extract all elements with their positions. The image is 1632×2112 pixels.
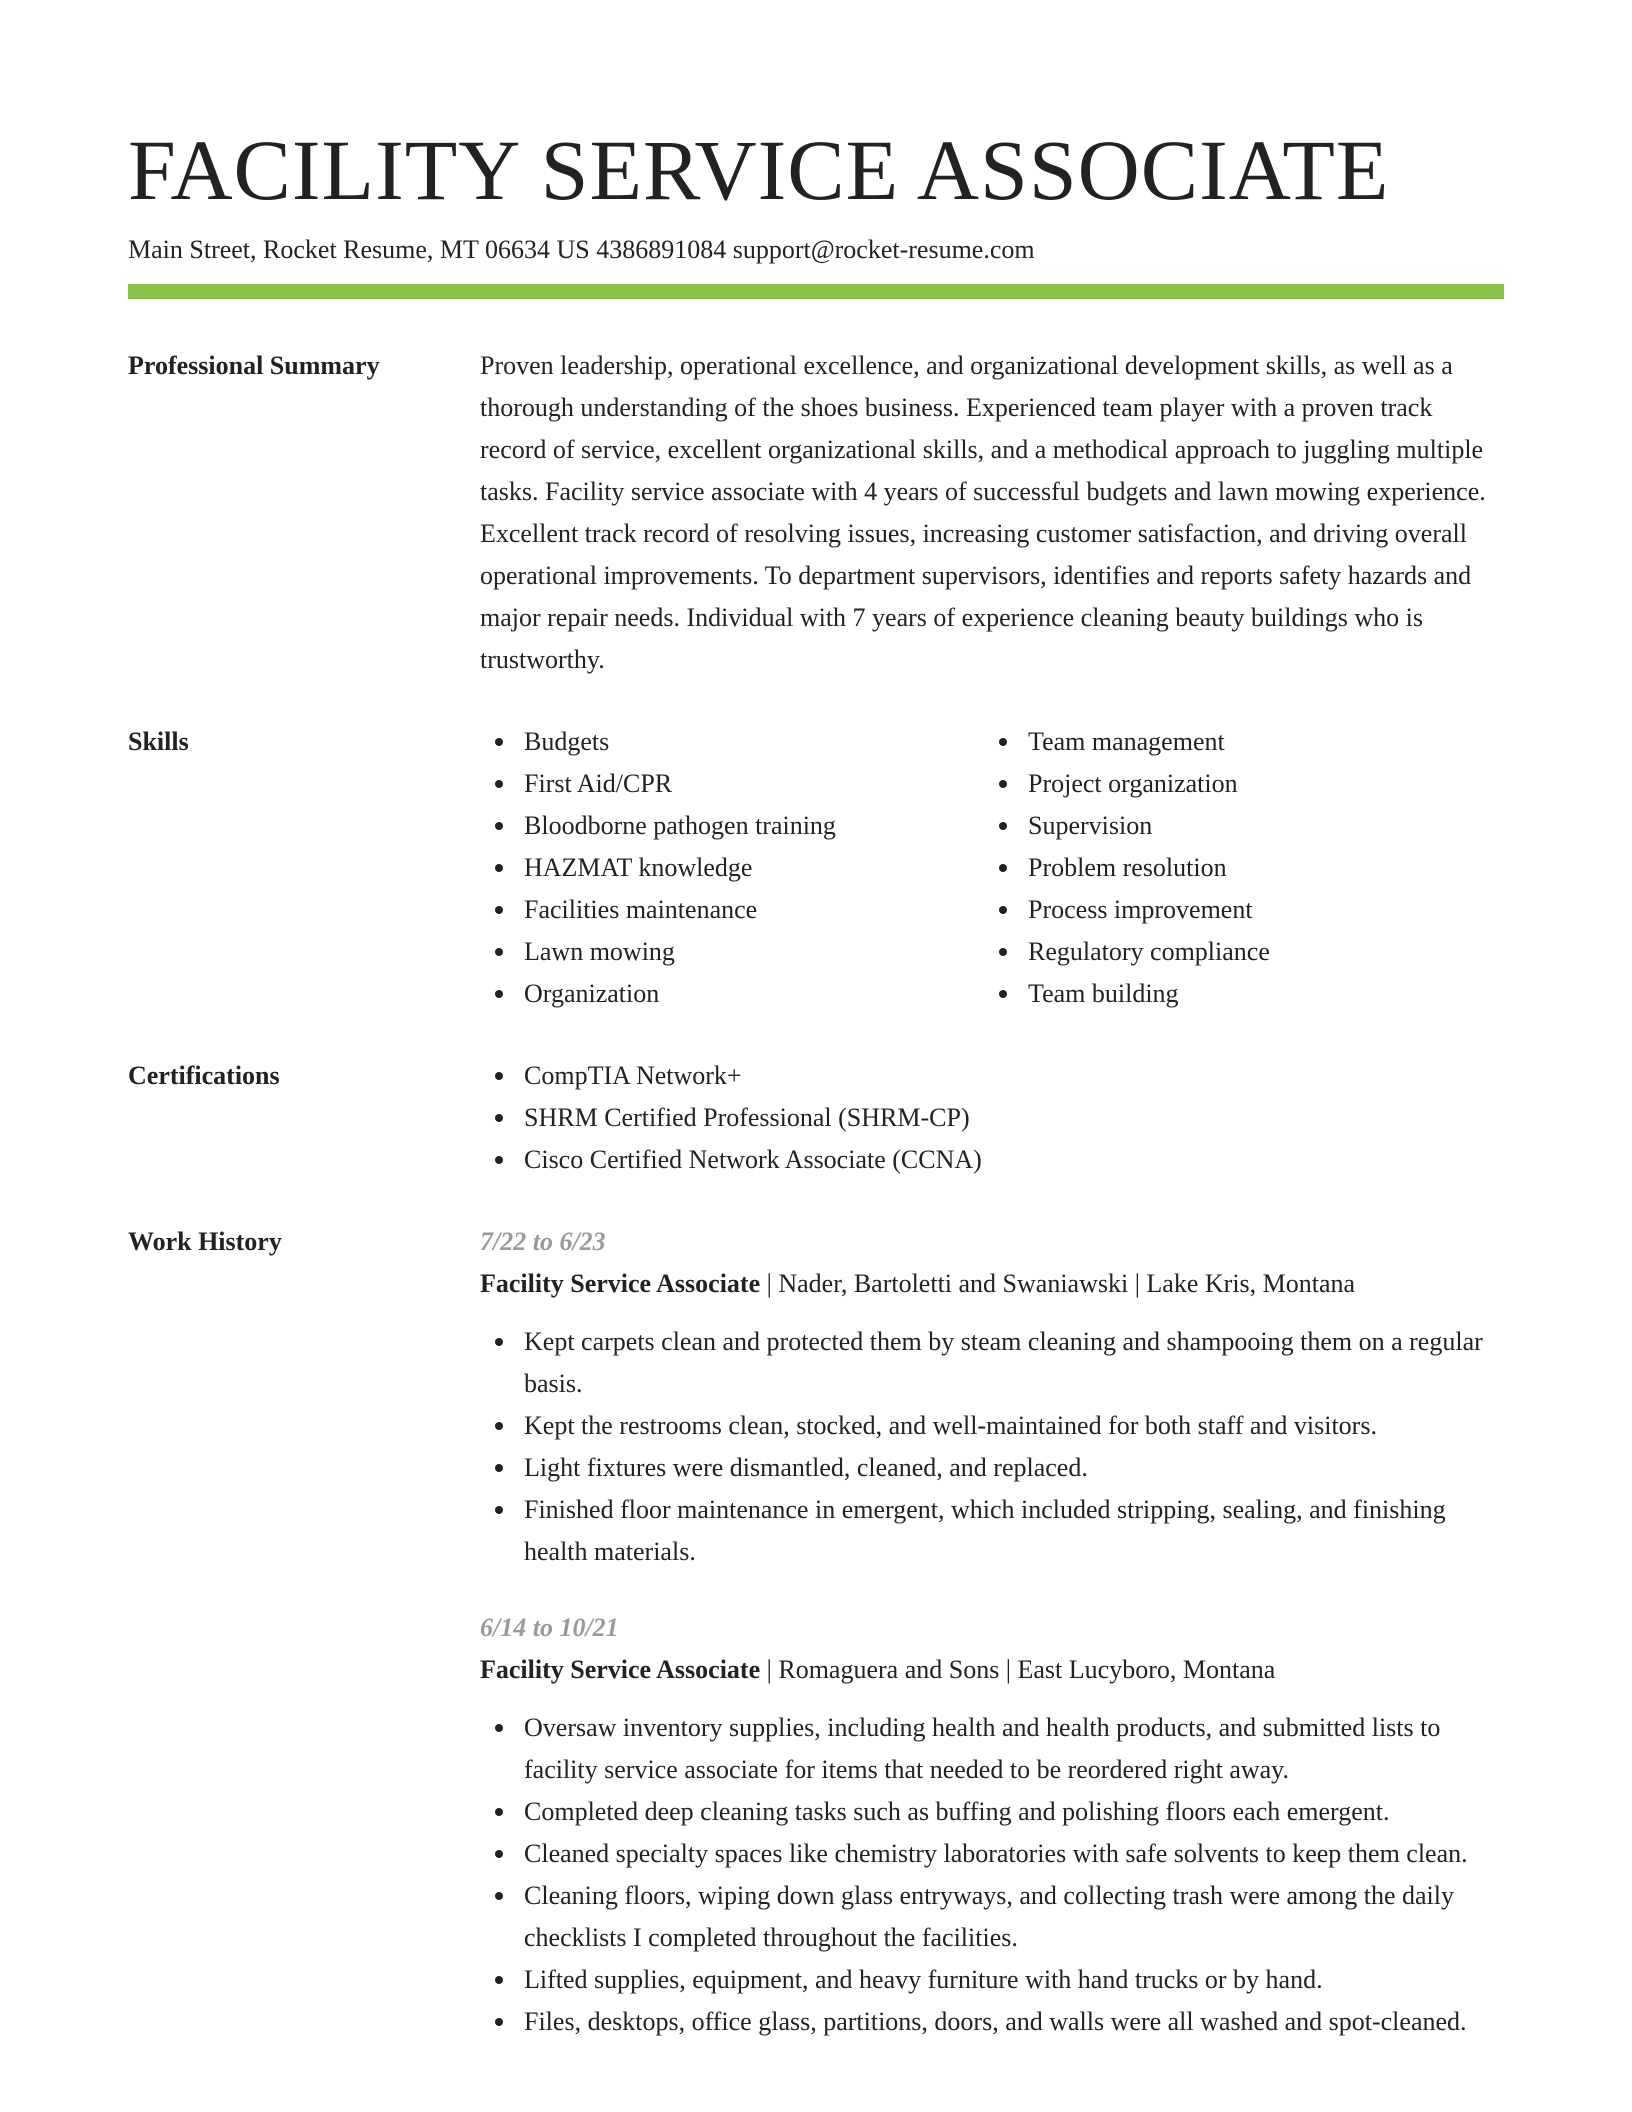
summary-section xyxy=(128,345,1504,681)
skills-list-right xyxy=(984,721,1488,1015)
skill-item: HAZMAT knowledge xyxy=(480,847,984,889)
job-bullet: Completed deep cleaning tasks such as buffing and polishing floors each emergent. xyxy=(480,1791,1504,1833)
skill-item: Organization xyxy=(480,973,984,1015)
skill-item: Project organization xyxy=(984,763,1488,805)
job-bullet: Light fixtures were dismantled, cleaned, and replaced. xyxy=(480,1447,1504,1489)
job-bullet: Cleaning floors, wiping down glass entryways, and collecting trash were among the daily checklists I completed throughout the facilities. xyxy=(480,1875,1504,1959)
skill-item: Lawn mowing xyxy=(480,931,984,973)
job-bullets xyxy=(480,1707,1504,2043)
job-bullet: Files, desktops, office glass, partitions, doors, and walls were all washed and spot-cleaned. xyxy=(480,2001,1504,2043)
skills-list-left xyxy=(480,721,984,1015)
contact-line xyxy=(128,232,1504,268)
section-title: Work History xyxy=(128,1227,282,1256)
skill-item: Process improvement xyxy=(984,889,1488,931)
resume-title: FACILITY SERVICE ASSOCIATE xyxy=(128,122,1390,218)
certification-item: Cisco Certified Network Associate (CCNA) xyxy=(480,1139,1504,1181)
contact-address: Main Street, Rocket Resume, MT 06634 US xyxy=(128,235,590,264)
accent-divider xyxy=(128,284,1504,299)
certification-item: SHRM Certified Professional (SHRM-CP) xyxy=(480,1097,1504,1139)
job-details: | Nader, Bartoletti and Swaniawski | Lake Kris, Montana xyxy=(760,1269,1356,1298)
skill-item: Bloodborne pathogen training xyxy=(480,805,984,847)
certification-item: CompTIA Network+ xyxy=(480,1055,1504,1097)
skill-item: Problem resolution xyxy=(984,847,1488,889)
job-bullet: Kept carpets clean and protected them by steam cleaning and shampooing them on a regular basis. xyxy=(480,1321,1504,1405)
work-history-section xyxy=(128,1221,1504,2043)
job-bullets xyxy=(480,1321,1504,1573)
job-bullet: Lifted supplies, equipment, and heavy furniture with hand trucks or by hand. xyxy=(480,1959,1504,2001)
job-entry xyxy=(480,1221,1504,1573)
job-title: Facility Service Associate xyxy=(480,1655,761,1684)
section-title: Skills xyxy=(128,727,189,756)
job-heading xyxy=(480,1263,1504,1305)
job-heading xyxy=(480,1649,1504,1691)
contact-email[interactable]: support@rocket-resume.com xyxy=(732,235,1035,264)
summary-text: Proven leadership, operational excellence, and organizational development skills, as well as a thorough understanding of the shoes business. Experienced team player with a proven track record of service, excellent organizational skills, and a methodical approach to juggling multiple tasks. Facility service associate with 4 years of successful budgets and lawn mowing experience. Excellent track record of resolving issues, increasing customer satisfaction, and driving overall operational improvements. To department supervisors, identifies and reports safety hazards and major repair needs. Individual with 7 years of experience cleaning beauty buildings who is trustworthy. xyxy=(480,351,1486,674)
skill-item: Facilities maintenance xyxy=(480,889,984,931)
job-bullet: Kept the restrooms clean, stocked, and well-maintained for both staff and visitors. xyxy=(480,1405,1504,1447)
job-dates: 6/14 to 10/21 xyxy=(480,1613,619,1642)
job-bullet: Cleaned specialty spaces like chemistry laboratories with safe solvents to keep them clean. xyxy=(480,1833,1504,1875)
job-entry xyxy=(480,1607,1504,2043)
skill-item: Team management xyxy=(984,721,1488,763)
resume-page xyxy=(128,120,1504,2043)
certifications-section xyxy=(128,1055,1504,1181)
job-bullet: Oversaw inventory supplies, including health and health products, and submitted lists to facility service associate for items that needed to be reordered right away. xyxy=(480,1707,1504,1791)
job-bullet: Finished floor maintenance in emergent, which included stripping, sealing, and finishing health materials. xyxy=(480,1489,1504,1573)
contact-phone: 4386891084 xyxy=(596,235,727,264)
certifications-list xyxy=(480,1055,1504,1181)
job-dates: 7/22 to 6/23 xyxy=(480,1227,606,1256)
skill-item: Budgets xyxy=(480,721,984,763)
skill-item: Regulatory compliance xyxy=(984,931,1488,973)
section-title: Certifications xyxy=(128,1061,280,1090)
skill-item: Supervision xyxy=(984,805,1488,847)
skill-item: First Aid/CPR xyxy=(480,763,984,805)
job-details: | Romaguera and Sons | East Lucyboro, Montana xyxy=(760,1655,1276,1684)
section-title: Professional Summary xyxy=(128,351,380,380)
skill-item: Team building xyxy=(984,973,1488,1015)
skills-section xyxy=(128,721,1504,1015)
job-title: Facility Service Associate xyxy=(480,1269,761,1298)
